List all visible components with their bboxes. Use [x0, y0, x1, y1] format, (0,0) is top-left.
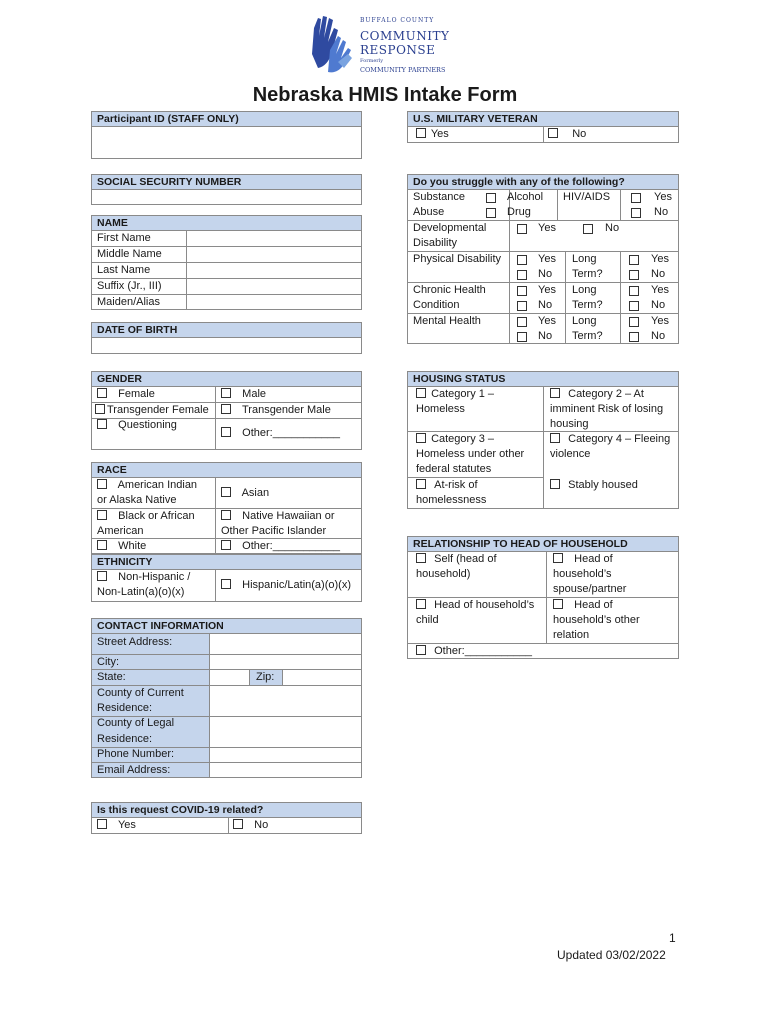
condition-label: Condition	[413, 299, 460, 311]
county-current-field[interactable]	[211, 686, 361, 715]
updated-date: Updated 03/02/2022	[557, 948, 666, 962]
american-indian-label: American Indian	[117, 479, 198, 491]
gender-header: GENDER	[91, 371, 362, 387]
female-label: Female	[118, 388, 155, 400]
disability-label: Disability	[413, 237, 458, 249]
state-field[interactable]	[211, 670, 248, 684]
checkbox-icon[interactable]	[233, 819, 243, 829]
covid-no-label: No	[254, 819, 269, 831]
checkbox-icon[interactable]	[416, 388, 426, 398]
gender-transfemale-option[interactable]	[95, 403, 209, 418]
asian-label: Asian	[241, 487, 270, 499]
hiv-yes-label: Yes	[654, 191, 672, 203]
chronic-no-label: No	[538, 299, 553, 311]
checkbox-icon[interactable]	[550, 433, 560, 443]
county-current-label-2: Residence:	[97, 702, 153, 714]
cat1-label: Category 1 –	[431, 388, 495, 400]
chronic-long-yes-label: Yes	[651, 284, 669, 296]
relationship-child-option[interactable]	[416, 598, 534, 613]
chronic-long-yes-checkbox-icon[interactable]	[629, 286, 639, 296]
covid-yes-option[interactable]	[97, 818, 136, 833]
physical-term-label: Term?	[572, 268, 603, 280]
hiv-aids-label: HIV/AIDS	[563, 191, 611, 203]
maiden-alias-label: Maiden/Alias	[97, 296, 160, 308]
checkbox-icon[interactable]	[221, 579, 231, 589]
race-other-option[interactable]	[221, 539, 340, 554]
relationship-child-desc: child	[416, 614, 439, 626]
housing-cat4-desc: violence	[550, 448, 591, 460]
gender-transmale-option[interactable]	[221, 403, 331, 418]
developmental-label: Developmental	[413, 222, 487, 234]
questioning-label: Questioning	[118, 419, 177, 431]
chronic-yes-label: Yes	[538, 284, 556, 296]
state-label: State:	[97, 671, 126, 683]
veteran-no-option[interactable]	[548, 127, 586, 142]
developmental-no-checkbox-icon[interactable]	[583, 224, 593, 234]
developmental-yes-label: Yes	[538, 222, 556, 234]
housing-cat2-desc-1: imminent Risk of losing	[550, 403, 664, 415]
checkbox-icon[interactable]	[416, 433, 426, 443]
checkbox-icon[interactable]	[553, 553, 563, 563]
spouse-label: Head of	[574, 553, 613, 565]
mental-long-label: Long	[572, 315, 597, 327]
email-field[interactable]	[211, 763, 361, 777]
housing-cat3-desc-1: Homeless under other	[416, 448, 525, 460]
transgender-female-label: Transgender Female	[107, 404, 209, 416]
chronic-no-checkbox-icon[interactable]	[517, 301, 527, 311]
checkbox-icon[interactable]	[221, 404, 231, 414]
checkbox-icon[interactable]	[97, 419, 107, 429]
cat2-label: Category 2 – At	[568, 388, 644, 400]
veteran-no-label: No	[572, 128, 587, 140]
housing-cat1-desc: Homeless	[416, 403, 465, 415]
checkbox-icon[interactable]	[548, 128, 558, 138]
relationship-otherrel-desc-2: relation	[553, 629, 590, 641]
mental-long-no-checkbox-icon[interactable]	[629, 332, 639, 342]
substance-label: Substance	[413, 191, 465, 203]
zip-label: Zip:	[256, 671, 275, 683]
chronic-long-no-label: No	[651, 299, 666, 311]
checkbox-icon[interactable]	[416, 599, 426, 609]
relationship-spouse-desc-1: household’s	[553, 568, 612, 580]
checkbox-icon[interactable]	[221, 510, 231, 520]
ethnicity-hispanic-option[interactable]	[221, 578, 351, 593]
street-address-label: Street Address:	[97, 636, 173, 648]
developmental-yes-checkbox-icon[interactable]	[517, 224, 527, 234]
checkbox-icon[interactable]	[97, 510, 107, 520]
relationship-header: RELATIONSHIP TO HEAD OF HOUSEHOLD	[407, 536, 679, 552]
mental-no-checkbox-icon[interactable]	[517, 332, 527, 342]
physical-disability-label: Physical Disability	[413, 253, 502, 265]
dob-field[interactable]	[91, 337, 362, 354]
housing-cat2-desc-2: housing	[550, 418, 589, 430]
relationship-otherrel-desc-1: household’s other	[553, 614, 640, 626]
checkbox-icon[interactable]	[221, 427, 231, 437]
housing-atrisk-option[interactable]	[416, 478, 478, 493]
relationship-other-option[interactable]	[416, 644, 532, 659]
checkbox-icon[interactable]	[97, 819, 107, 829]
race-nhpi-option[interactable]	[221, 509, 335, 524]
suffix-label: Suffix (Jr., III)	[97, 280, 162, 292]
hiv-no-checkbox-icon[interactable]	[631, 208, 641, 218]
phone-label: Phone Number:	[97, 748, 175, 760]
contact-header: CONTACT INFORMATION	[91, 618, 362, 634]
street-address-field[interactable]	[211, 635, 361, 653]
hiv-no-label: No	[654, 206, 669, 218]
middle-name-label: Middle Name	[97, 248, 162, 260]
checkbox-icon[interactable]	[97, 479, 107, 489]
chronic-yes-checkbox-icon[interactable]	[517, 286, 527, 296]
name-header: NAME	[91, 215, 362, 231]
first-name-label: First Name	[97, 232, 151, 244]
chronic-long-label: Long	[572, 284, 597, 296]
organization-logo	[308, 12, 458, 78]
mental-long-yes-checkbox-icon[interactable]	[629, 317, 639, 327]
county-legal-label-2: Residence:	[97, 733, 153, 745]
ethnicity-nonhispanic-option[interactable]	[97, 570, 190, 585]
checkbox-icon[interactable]	[221, 540, 231, 550]
mental-long-yes-label: Yes	[651, 315, 669, 327]
checkbox-icon[interactable]	[416, 553, 426, 563]
gender-female-option[interactable]	[97, 387, 155, 402]
phone-field[interactable]	[211, 748, 361, 761]
hispanic-label: Hispanic/Latin(a)(o)(x)	[242, 579, 351, 591]
housing-cat3-option[interactable]	[416, 432, 494, 447]
race-white-option[interactable]	[97, 539, 146, 554]
county-current-label: County of Current	[97, 687, 184, 699]
mental-yes-label: Yes	[538, 315, 556, 327]
checkbox-icon[interactable]	[416, 645, 426, 655]
participant-id-header: Participant ID (STAFF ONLY)	[91, 111, 362, 127]
race-header: RACE	[91, 462, 362, 478]
black-label: Black or African	[118, 510, 195, 522]
white-label: White	[118, 540, 147, 552]
race-asian-option[interactable]	[221, 486, 269, 501]
checkbox-icon[interactable]	[553, 599, 563, 609]
physical-long-yes-checkbox-icon[interactable]	[629, 255, 639, 265]
veteran-yes-option[interactable]	[416, 127, 449, 142]
housing-cat4-option[interactable]	[550, 432, 670, 447]
logo-line-2: COMMUNITY	[360, 29, 450, 43]
covid-header: Is this request COVID-19 related?	[91, 802, 362, 818]
physical-long-no-checkbox-icon[interactable]	[629, 270, 639, 280]
covid-no-option[interactable]	[233, 818, 268, 833]
participant-id-field[interactable]	[91, 126, 362, 159]
physical-long-yes-label: Yes	[651, 253, 669, 265]
housing-atrisk-desc: homelessness	[416, 494, 487, 506]
abuse-label: Abuse	[413, 206, 445, 218]
gender-other-label: Other:___________	[242, 427, 341, 439]
gender-questioning-option[interactable]	[97, 418, 177, 433]
race-black-desc: American	[97, 525, 144, 537]
hands-logo-icon	[308, 14, 362, 76]
non-hispanic-label: Non-Hispanic /	[118, 571, 191, 583]
race-black-option[interactable]	[97, 509, 195, 524]
gender-other-option[interactable]	[221, 426, 340, 441]
ethnicity-nonhispanic-desc: Non-Latin(a)(o)(x)	[97, 586, 185, 598]
drug-label: Drug	[507, 206, 531, 218]
county-legal-field[interactable]	[211, 717, 361, 746]
alcohol-checkbox-icon[interactable]	[486, 193, 496, 203]
cat3-label: Category 3 –	[431, 433, 495, 445]
physical-no-checkbox-icon[interactable]	[517, 270, 527, 280]
mental-no-label: No	[538, 330, 553, 342]
logo-line-4: Formerly	[360, 58, 384, 64]
checkbox-icon[interactable]	[416, 128, 426, 138]
dob-header: DATE OF BIRTH	[91, 322, 362, 338]
relationship-self-desc: household)	[416, 568, 471, 580]
checkbox-icon[interactable]	[550, 388, 560, 398]
checkbox-icon[interactable]	[97, 540, 107, 550]
race-nhpi-desc: Other Pacific Islander	[221, 525, 327, 537]
atrisk-label: At-risk of	[434, 479, 478, 491]
child-label: Head of household’s	[434, 599, 535, 611]
ssn-field[interactable]	[91, 189, 362, 205]
physical-no-label: No	[538, 268, 553, 280]
county-legal-label: County of Legal	[97, 717, 175, 729]
veteran-header: U.S. MILITARY VETERAN	[407, 111, 679, 127]
checkbox-icon[interactable]	[416, 479, 426, 489]
logo-line-5: COMMUNITY PARTNERS	[360, 66, 446, 74]
checkbox-icon[interactable]	[221, 388, 231, 398]
ssn-header: SOCIAL SECURITY NUMBER	[91, 174, 362, 190]
city-field[interactable]	[211, 655, 361, 668]
chronic-health-label: Chronic Health	[413, 284, 486, 296]
page-number: 1	[669, 931, 676, 945]
mental-long-no-label: No	[651, 330, 666, 342]
chronic-long-no-checkbox-icon[interactable]	[629, 301, 639, 311]
relationship-otherrel-option[interactable]	[553, 598, 613, 613]
developmental-no-label: No	[605, 222, 620, 234]
logo-line-3: RESPONSE	[360, 43, 436, 57]
physical-yes-label: Yes	[538, 253, 556, 265]
race-other-label: Other:___________	[242, 540, 341, 552]
race-amind-option[interactable]	[97, 478, 197, 493]
mental-health-label: Mental Health	[413, 315, 481, 327]
city-label: City:	[97, 656, 119, 668]
other-relation-label: Head of	[574, 599, 613, 611]
checkbox-icon[interactable]	[95, 404, 105, 414]
email-label: Email Address:	[97, 764, 171, 776]
cat4-label: Category 4 – Fleeing	[568, 433, 671, 445]
race-amind-desc: or Alaska Native	[97, 494, 177, 506]
self-label: Self (head of	[434, 553, 497, 565]
relationship-spouse-desc-2: spouse/partner	[553, 583, 627, 595]
physical-long-no-label: No	[651, 268, 666, 280]
covid-yes-label: Yes	[117, 819, 136, 831]
struggle-header: Do you struggle with any of the following?	[407, 174, 679, 190]
ethnicity-header: ETHNICITY	[91, 554, 362, 570]
relationship-spouse-option[interactable]	[553, 552, 613, 567]
mental-yes-checkbox-icon[interactable]	[517, 317, 527, 327]
hiv-yes-checkbox-icon[interactable]	[631, 193, 641, 203]
chronic-term-label: Term?	[572, 299, 603, 311]
housing-stable-option[interactable]	[550, 478, 638, 493]
housing-cat1-option[interactable]	[416, 387, 494, 402]
mental-term-label: Term?	[572, 330, 603, 342]
male-label: Male	[242, 388, 267, 400]
native-hawaiian-label: Native Hawaiian or	[242, 510, 335, 522]
stably-housed-label: Stably housed	[568, 479, 638, 491]
relationship-self-option[interactable]	[416, 552, 497, 567]
form-title: Nebraska HMIS Intake Form	[252, 84, 518, 106]
relationship-other-label: Other:___________	[434, 645, 532, 657]
physical-long-label: Long	[572, 253, 597, 265]
checkbox-icon[interactable]	[97, 388, 107, 398]
housing-header: HOUSING STATUS	[407, 371, 679, 387]
checkbox-icon[interactable]	[97, 571, 107, 581]
physical-yes-checkbox-icon[interactable]	[517, 255, 527, 265]
drug-checkbox-icon[interactable]	[486, 208, 496, 218]
last-name-label: Last Name	[97, 264, 151, 276]
zip-field[interactable]	[285, 670, 361, 684]
housing-cat3-desc-2: federal statutes	[416, 463, 492, 475]
checkbox-icon[interactable]	[550, 479, 560, 489]
transgender-male-label: Transgender Male	[241, 404, 331, 416]
gender-male-option[interactable]	[221, 387, 266, 402]
checkbox-icon[interactable]	[221, 487, 231, 497]
housing-cat2-option[interactable]	[550, 387, 644, 402]
veteran-yes-label: Yes	[430, 128, 449, 140]
alcohol-label: Alcohol	[507, 191, 544, 203]
logo-line-1: BUFFALO COUNTY	[360, 17, 435, 24]
